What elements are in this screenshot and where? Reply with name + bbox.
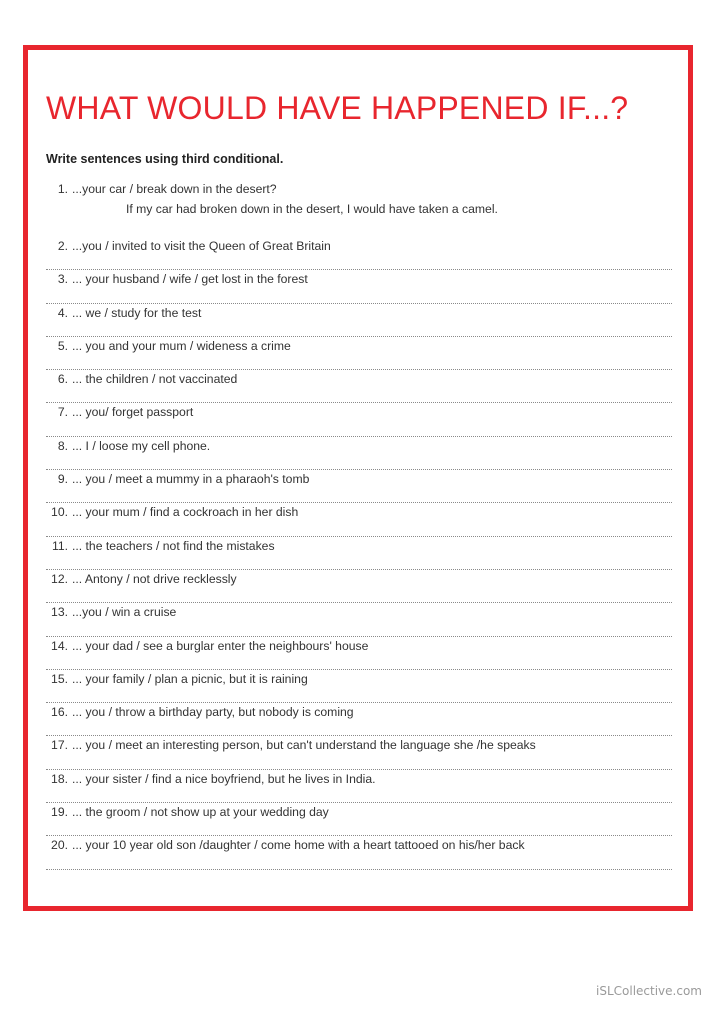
exercise-list [46, 182, 672, 870]
item-number: 16. [51, 705, 68, 720]
item-prompt: ... you / throw a birthday party, but nobody is coming [72, 705, 354, 720]
item-prompt: ... you/ forget passport [72, 405, 194, 420]
item-prompt: ... Antony / not drive recklessly [72, 571, 237, 586]
worksheet-frame [23, 45, 693, 911]
item-prompt: ... your sister / find a nice boyfriend, but he lives in India. [72, 771, 376, 786]
exercise-item [46, 403, 672, 436]
item-number: 4. [57, 305, 68, 320]
worksheet-title: WHAT WOULD HAVE HAPPENED IF...? [46, 90, 629, 126]
exercise-item [46, 836, 672, 869]
item-number: 5. [57, 338, 68, 353]
item-number: 14. [51, 638, 68, 653]
item-prompt: ... your mum / find a cockroach in her dish [72, 505, 299, 520]
item-prompt: ... your dad / see a burglar enter the neighbours' house [72, 638, 369, 653]
item-number: 2. [57, 239, 68, 253]
exercise-item [46, 670, 672, 703]
exercise-item [46, 337, 672, 370]
item-number: 20. [51, 838, 68, 853]
item-prompt: ...your car / break down in the desert? [72, 182, 277, 196]
item-prompt: ... your 10 year old son /daughter / come home with a heart tattooed on his/her back [72, 838, 525, 853]
item-prompt: ... I / loose my cell phone. [72, 438, 211, 453]
item-prompt: ... you / meet a mummy in a pharaoh's tomb [72, 472, 310, 487]
item-prompt: ... the groom / not show up at your wedding day [72, 805, 329, 820]
example-answer: If my car had broken down in the desert, I would have taken a camel. [126, 202, 498, 216]
item-number: 15. [51, 671, 68, 686]
example-item [46, 182, 672, 237]
exercise-item [46, 770, 672, 803]
item-prompt: ... you / meet an interesting person, but can't understand the language she /he speaks [72, 738, 536, 753]
item-number: 6. [57, 372, 68, 387]
item-prompt: ... your husband / wife / get lost in the forest [72, 272, 308, 287]
exercise-item [46, 304, 672, 337]
site-watermark: iSLCollective.com [596, 984, 702, 998]
exercise-item [46, 703, 672, 736]
item-prompt: ... you and your mum / wideness a crime [72, 338, 291, 353]
exercise-item [46, 803, 672, 836]
item-number: 1. [57, 182, 68, 196]
exercise-item [46, 736, 672, 769]
item-number: 17. [51, 738, 68, 753]
exercise-item [46, 370, 672, 403]
item-number: 13. [51, 605, 68, 620]
item-prompt: ...you / win a cruise [72, 605, 177, 620]
exercise-item [46, 570, 672, 603]
item-number: 3. [57, 272, 68, 287]
exercise-item [46, 603, 672, 636]
item-number: 10. [51, 505, 68, 520]
exercise-items [46, 237, 672, 870]
item-number: 7. [57, 405, 68, 420]
item-prompt: ... the teachers / not find the mistakes [72, 538, 275, 553]
item-number: 11. [51, 538, 68, 553]
item-number: 8. [57, 438, 68, 453]
instruction-text: Write sentences using third conditional. [46, 152, 284, 166]
exercise-item [46, 270, 672, 303]
exercise-item [46, 537, 672, 570]
item-prompt: ...you / invited to visit the Queen of Great Britain [72, 239, 331, 253]
exercise-item [46, 637, 672, 670]
item-number: 19. [51, 805, 68, 820]
exercise-item [46, 437, 672, 470]
exercise-item [46, 503, 672, 536]
item-prompt: ... the children / not vaccinated [72, 372, 238, 387]
item-prompt: ... your family / plan a picnic, but it is raining [72, 671, 308, 686]
item-prompt: ... we / study for the test [72, 305, 202, 320]
item-number: 12. [51, 571, 68, 586]
item-number: 18. [51, 771, 68, 786]
exercise-item [46, 470, 672, 503]
exercise-item [46, 237, 672, 270]
item-number: 9. [57, 472, 68, 487]
